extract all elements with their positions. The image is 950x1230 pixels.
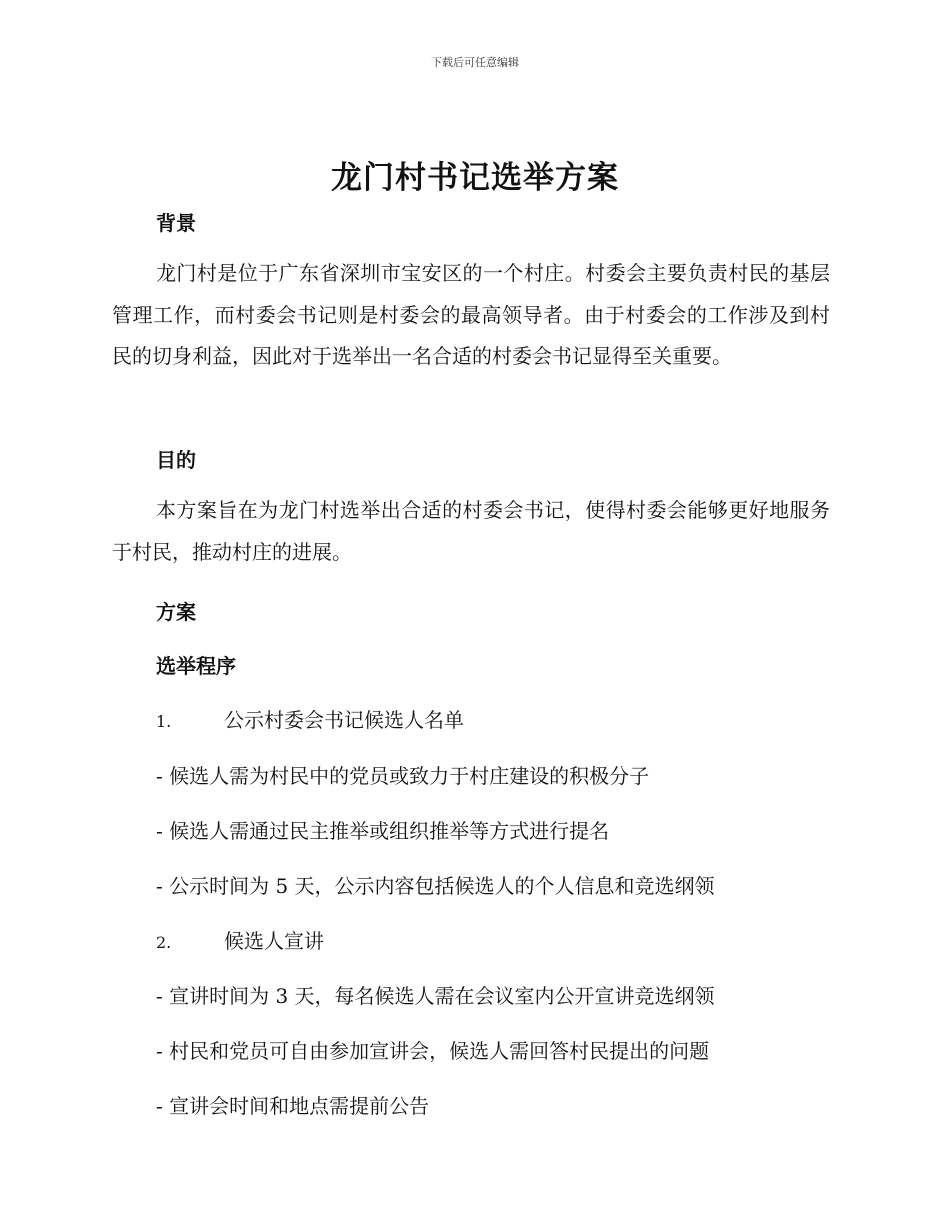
step-2-item-2: - 村民和党员可自由参加宣讲会，候选人需回答村民提出的问题 [156, 1039, 710, 1063]
plan-heading: 方案 [156, 600, 196, 624]
step-1-item-2: - 候选人需通过民主推举或组织推举等方式进行提名 [156, 819, 610, 843]
step-1-item-3: - 公示时间为 5 天，公示内容包括候选人的个人信息和竞选纲领 [156, 874, 715, 898]
step-1-title: 公示村委会书记候选人名单 [224, 708, 464, 732]
step-2-number: 2. [156, 933, 172, 952]
background-paragraph: 龙门村是位于广东省深圳市宝安区的一个村庄。村委会主要负责村民的基层管理工作，而村委会书记则是村委会的最高领导者。由于村委会的工作涉及到村民的切身利益，因此对于选举出一名合适的村委会书记显得至关重要。 [112, 261, 830, 368]
step-2 [156, 925, 324, 954]
step-2-title: 候选人宣讲 [224, 929, 324, 953]
step-2-item-1: - 宣讲时间为 3 天，每名候选人需在会议室内公开宣讲竞选纲领 [156, 984, 715, 1008]
document-title: 龙门村书记选举方案 [331, 160, 619, 196]
step-1-item-1: - 候选人需为村民中的党员或致力于村庄建设的积极分子 [156, 764, 650, 788]
step-1-number: 1. [156, 712, 172, 731]
step-2-item-3: - 宣讲会时间和地点需提前公告 [156, 1094, 430, 1118]
background-heading: 背景 [156, 211, 196, 235]
procedure-heading: 选举程序 [156, 654, 236, 678]
purpose-paragraph: 本方案旨在为龙门村选举出合适的村委会书记，使得村委会能够更好地服务于村民，推动村庄的进展。 [112, 498, 830, 564]
header-note: 下载后可任意编辑 [431, 56, 519, 69]
purpose-heading: 目的 [156, 448, 196, 472]
step-1 [156, 704, 464, 733]
